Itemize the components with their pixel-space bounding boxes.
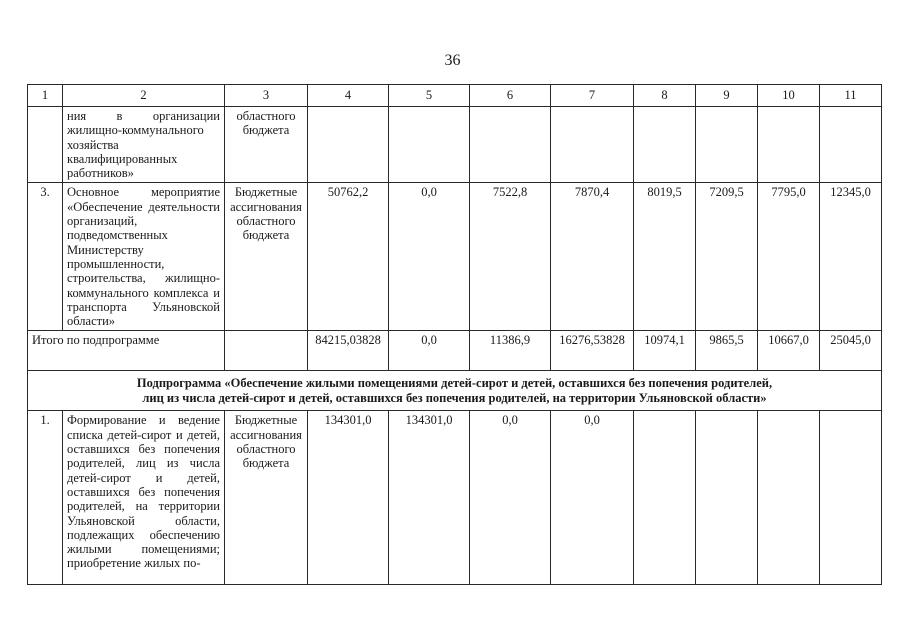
- total-row: [28, 331, 882, 371]
- total-value: 84215,03828: [308, 331, 389, 371]
- row-value: [696, 411, 758, 585]
- column-number: 3: [225, 85, 308, 107]
- row-index: 3.: [28, 183, 63, 331]
- column-number: 1: [28, 85, 63, 107]
- table-row: [28, 183, 882, 331]
- total-value: 0,0: [389, 331, 470, 371]
- table-row: [28, 411, 882, 585]
- row-value: 7209,5: [696, 183, 758, 331]
- row-index: [28, 107, 63, 183]
- column-number: 2: [63, 85, 225, 107]
- column-number: 9: [696, 85, 758, 107]
- total-value: 10974,1: [634, 331, 696, 371]
- column-number: 10: [758, 85, 820, 107]
- row-value: [634, 411, 696, 585]
- column-number-row: [28, 85, 882, 107]
- row-value: [470, 107, 551, 183]
- table-row: [28, 107, 882, 183]
- page-number: 36: [444, 52, 461, 69]
- row-value: [551, 107, 634, 183]
- total-value: 10667,0: [758, 331, 820, 371]
- row-value: 8019,5: [634, 183, 696, 331]
- row-value: 134301,0: [389, 411, 470, 585]
- row-description: ния в организации жилищно-коммунального хозяйства квалифицированных работников»: [63, 107, 225, 183]
- subprogram-heading-line: Подпрограмма «Обеспечение жилыми помещениями детей-сирот и детей, оставшихся без попечения родителей,: [136, 376, 773, 391]
- row-description: Формирование и ведение списка детей-сирот и детей, оставшихся без попечения родителей, лиц из числа детей-сирот и детей, оставшихся без попечения родителей, на территории Ульяновской области, подлежащих обеспечению жилыми помещениями; приобретение жилых по-: [63, 411, 225, 585]
- row-value: [389, 107, 470, 183]
- row-value: [820, 107, 882, 183]
- row-value: 0,0: [551, 411, 634, 585]
- row-funding-source: Бюджетные ассигнования областного бюджета: [225, 411, 308, 585]
- row-value: [820, 411, 882, 585]
- total-value: 16276,53828: [551, 331, 634, 371]
- row-value: [758, 107, 820, 183]
- subprogram-heading: [28, 371, 882, 411]
- row-value: [758, 411, 820, 585]
- row-value: 7795,0: [758, 183, 820, 331]
- budget-table: [27, 84, 882, 585]
- row-value: [634, 107, 696, 183]
- total-value: 9865,5: [696, 331, 758, 371]
- row-value: 50762,2: [308, 183, 389, 331]
- column-number: 6: [470, 85, 551, 107]
- row-value: 7870,4: [551, 183, 634, 331]
- column-number: 4: [308, 85, 389, 107]
- total-value: 25045,0: [820, 331, 882, 371]
- subprogram-heading-row: [28, 371, 882, 411]
- row-value: [696, 107, 758, 183]
- column-number: 5: [389, 85, 470, 107]
- row-funding-source: Бюджетные ассигнования областного бюджета: [225, 183, 308, 331]
- total-label: Итого по подпрограмме: [28, 331, 225, 371]
- row-funding-source: [225, 331, 308, 371]
- total-value: 11386,9: [470, 331, 551, 371]
- row-index: 1.: [28, 411, 63, 585]
- row-value: 7522,8: [470, 183, 551, 331]
- subprogram-heading-line: лиц из числа детей-сирот и детей, оставшихся без попечения родителей, на территории Ульяновской области»: [142, 390, 767, 405]
- row-value: 134301,0: [308, 411, 389, 585]
- row-value: 12345,0: [820, 183, 882, 331]
- row-value: 0,0: [470, 411, 551, 585]
- row-value: 0,0: [389, 183, 470, 331]
- column-number: 11: [820, 85, 882, 107]
- row-funding-source: областного бюджета: [225, 107, 308, 183]
- row-value: [308, 107, 389, 183]
- row-description: Основное мероприятие «Обеспечение деятельности организаций, подведомственных Министерству промышленности, строительства, жилищно-коммунального комплекса и транспорта Ульяновской области»: [63, 183, 225, 331]
- column-number: 8: [634, 85, 696, 107]
- column-number: 7: [551, 85, 634, 107]
